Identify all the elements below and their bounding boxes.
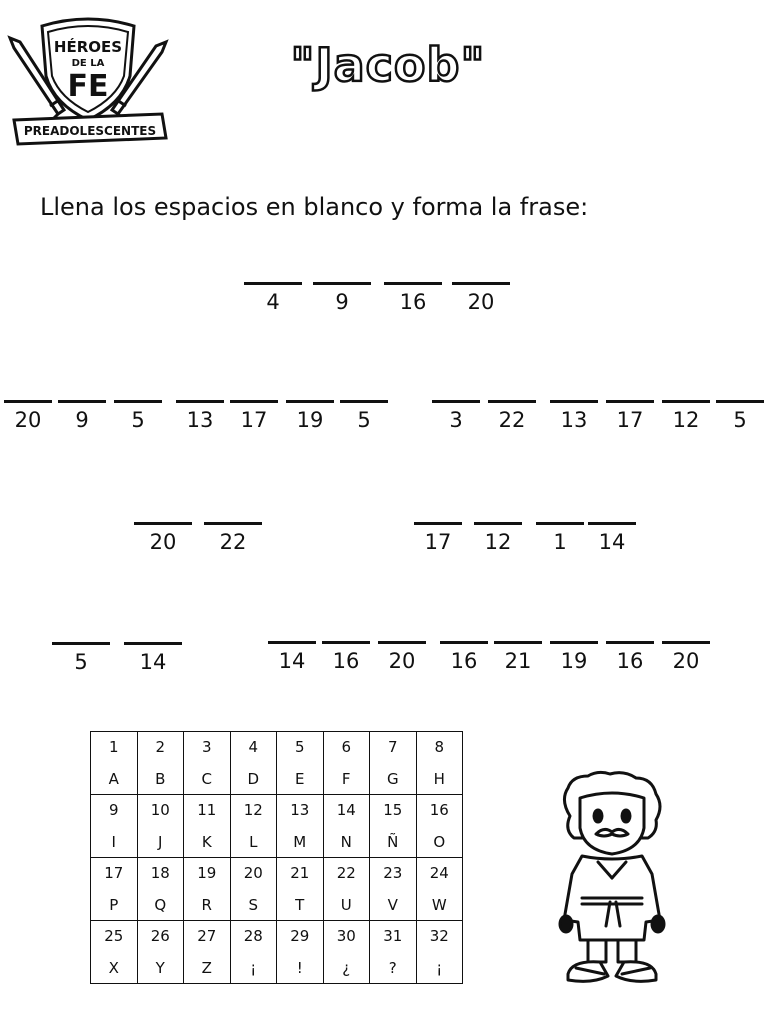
answer-blank[interactable] [488, 400, 536, 432]
answer-blank[interactable] [244, 282, 302, 314]
cipher-cell [230, 732, 277, 795]
cipher-number: 19 [197, 864, 217, 882]
blank-number: 16 [332, 649, 360, 673]
cipher-letter: ! [296, 959, 303, 977]
cipher-row [91, 858, 463, 921]
blank-number: 17 [240, 408, 268, 432]
blank-number: 13 [186, 408, 214, 432]
cipher-number: 32 [429, 927, 449, 945]
cipher-cell [137, 921, 184, 984]
cipher-letter: M [293, 833, 307, 851]
cipher-number: 22 [336, 864, 356, 882]
cipher-number: 21 [290, 864, 310, 882]
cipher-number: 27 [197, 927, 217, 945]
logo-banner: PREADOLESCENTES [23, 124, 157, 138]
cipher-number: 4 [248, 738, 259, 756]
cipher-row [91, 795, 463, 858]
cipher-number: 10 [150, 801, 170, 819]
blank-number: 21 [504, 649, 532, 673]
cipher-number: 3 [201, 738, 212, 756]
cipher-letter: O [433, 833, 446, 851]
cipher-cell [370, 858, 417, 921]
answer-blank[interactable] [286, 400, 334, 432]
cipher-cell [137, 858, 184, 921]
blank-number: 1 [553, 530, 567, 554]
cipher-number: 15 [383, 801, 403, 819]
cipher-number: 18 [150, 864, 170, 882]
cipher-letter: G [386, 770, 399, 788]
answer-blank[interactable] [268, 641, 316, 673]
cipher-letter: E [295, 770, 305, 788]
answer-blank[interactable] [124, 642, 182, 674]
blank-number: 20 [149, 530, 177, 554]
logo-line3: FE [67, 69, 109, 104]
cipher-cell [323, 858, 370, 921]
cipher-number: 11 [197, 801, 217, 819]
cipher-number: 25 [104, 927, 124, 945]
cipher-cell [184, 858, 231, 921]
blank-number: 20 [467, 290, 495, 314]
answer-blank[interactable] [588, 522, 636, 554]
cipher-letter: C [201, 770, 212, 788]
answer-blank[interactable] [606, 641, 654, 673]
cipher-letter: J [158, 833, 163, 851]
cipher-letter: W [431, 896, 447, 914]
answer-blank[interactable] [114, 400, 162, 432]
blank-number: 19 [296, 408, 324, 432]
cipher-number: 14 [336, 801, 356, 819]
page-title: "Jacob" [290, 38, 486, 92]
cipher-letter: T [295, 896, 305, 914]
blank-number: 13 [560, 408, 588, 432]
cipher-row [91, 921, 463, 984]
cipher-letter: B [155, 770, 166, 788]
blank-number: 17 [424, 530, 452, 554]
instruction-text: Llena los espacios en blanco y forma la frase: [40, 193, 589, 221]
answer-blank[interactable] [134, 522, 192, 554]
cipher-letter: P [109, 896, 119, 914]
answer-blank[interactable] [313, 282, 371, 314]
cipher-number: 28 [243, 927, 263, 945]
cipher-number: 24 [429, 864, 449, 882]
cipher-number: 26 [150, 927, 170, 945]
cipher-number: 7 [387, 738, 398, 756]
cipher-cell [416, 921, 463, 984]
blank-number: 5 [733, 408, 747, 432]
blank-number: 20 [672, 649, 700, 673]
cipher-cell [370, 732, 417, 795]
cipher-letter: ¡ [250, 959, 257, 977]
cipher-letter: R [201, 896, 212, 914]
cipher-letter: F [341, 770, 351, 788]
cipher-cell [416, 795, 463, 858]
cipher-letter: ¡ [436, 959, 443, 977]
heroes-de-la-fe-logo [6, 14, 170, 146]
cipher-row [91, 732, 463, 795]
answer-blank[interactable] [322, 641, 370, 673]
cipher-cell [91, 732, 138, 795]
cipher-letter: V [387, 896, 398, 914]
cipher-number: 29 [290, 927, 310, 945]
cipher-letter: H [433, 770, 445, 788]
blank-number: 22 [219, 530, 247, 554]
answer-blank[interactable] [440, 641, 488, 673]
answer-blank[interactable] [550, 641, 598, 673]
cipher-number: 13 [290, 801, 310, 819]
cipher-number: 30 [336, 927, 356, 945]
blank-number: 5 [357, 408, 371, 432]
cipher-number: 5 [294, 738, 305, 756]
cipher-cell [277, 921, 324, 984]
cipher-letter: Y [155, 959, 165, 977]
cipher-number: 31 [383, 927, 403, 945]
blank-number: 5 [131, 408, 145, 432]
cipher-cell [184, 795, 231, 858]
answer-blank[interactable] [494, 641, 542, 673]
cipher-letter: Z [201, 959, 212, 977]
blank-number: 5 [74, 650, 88, 674]
answer-blank[interactable] [474, 522, 522, 554]
cipher-letter: N [340, 833, 352, 851]
cipher-number: 12 [243, 801, 263, 819]
blank-number: 14 [598, 530, 626, 554]
cipher-letter: ? [388, 959, 397, 977]
cipher-cell [91, 858, 138, 921]
answer-blank[interactable] [414, 522, 462, 554]
blank-number: 16 [616, 649, 644, 673]
answer-blank[interactable] [536, 522, 584, 554]
answer-blank[interactable] [58, 400, 106, 432]
blank-number: 20 [388, 649, 416, 673]
cipher-cell [91, 795, 138, 858]
cipher-number: 17 [104, 864, 124, 882]
cipher-cell [323, 921, 370, 984]
blank-number: 12 [484, 530, 512, 554]
cipher-number: 23 [383, 864, 403, 882]
answer-blank[interactable] [606, 400, 654, 432]
cipher-cell [184, 921, 231, 984]
blank-number: 3 [449, 408, 463, 432]
cipher-cell [323, 795, 370, 858]
cipher-cell [277, 795, 324, 858]
cipher-cell [137, 795, 184, 858]
cipher-number: 16 [429, 801, 449, 819]
answer-blank[interactable] [204, 522, 262, 554]
cipher-cell [137, 732, 184, 795]
blank-number: 14 [278, 649, 306, 673]
cipher-letter: ¿ [342, 959, 351, 977]
answer-blank[interactable] [230, 400, 278, 432]
cipher-cell [91, 921, 138, 984]
cipher-cell [230, 921, 277, 984]
blank-number: 19 [560, 649, 588, 673]
answer-blank[interactable] [452, 282, 510, 314]
cipher-cell [370, 921, 417, 984]
cipher-cell [323, 732, 370, 795]
answer-blank[interactable] [550, 400, 598, 432]
cipher-key-table [90, 731, 463, 984]
cipher-letter: Q [154, 896, 167, 914]
answer-blank[interactable] [716, 400, 764, 432]
cipher-cell [416, 732, 463, 795]
jacob-illustration [552, 770, 672, 990]
cipher-letter: A [108, 770, 119, 788]
cipher-cell [230, 858, 277, 921]
blank-number: 9 [75, 408, 89, 432]
cipher-cell [230, 795, 277, 858]
cipher-letter: D [247, 770, 260, 788]
answer-blank[interactable] [662, 400, 710, 432]
blank-number: 17 [616, 408, 644, 432]
cipher-number: 2 [155, 738, 166, 756]
answer-blank[interactable] [662, 641, 710, 673]
blank-number: 16 [450, 649, 478, 673]
answer-blank[interactable] [176, 400, 224, 432]
blank-number: 4 [266, 290, 280, 314]
cipher-cell [416, 858, 463, 921]
cipher-letter: L [249, 833, 258, 851]
blank-number: 9 [335, 290, 349, 314]
blank-number: 20 [14, 408, 42, 432]
answer-blank[interactable] [4, 400, 52, 432]
logo-line1: HÉROES [53, 38, 123, 56]
answer-blank[interactable] [340, 400, 388, 432]
cipher-number: 8 [434, 738, 445, 756]
cipher-letter: I [111, 833, 116, 851]
cipher-cell [277, 858, 324, 921]
cipher-letter: K [201, 833, 212, 851]
answer-blank[interactable] [432, 400, 480, 432]
cipher-letter: U [340, 896, 352, 914]
jacob-figure-icon [552, 770, 672, 990]
cipher-cell [370, 795, 417, 858]
blank-number: 16 [399, 290, 427, 314]
cipher-cell [277, 732, 324, 795]
cipher-number: 9 [108, 801, 119, 819]
cipher-letter: S [248, 896, 259, 914]
blank-number: 14 [139, 650, 167, 674]
cipher-letter: Ñ [387, 833, 399, 851]
blank-number: 12 [672, 408, 700, 432]
cipher-number: 20 [243, 864, 263, 882]
cipher-number: 1 [108, 738, 119, 756]
answer-blank[interactable] [378, 641, 426, 673]
cipher-number: 6 [341, 738, 352, 756]
cipher-letter: X [108, 959, 119, 977]
logo-line2: DE LA [71, 58, 105, 69]
shield-swords-icon [6, 14, 170, 146]
answer-blank[interactable] [52, 642, 110, 674]
cipher-cell [184, 732, 231, 795]
answer-blank[interactable] [384, 282, 442, 314]
blank-number: 22 [498, 408, 526, 432]
